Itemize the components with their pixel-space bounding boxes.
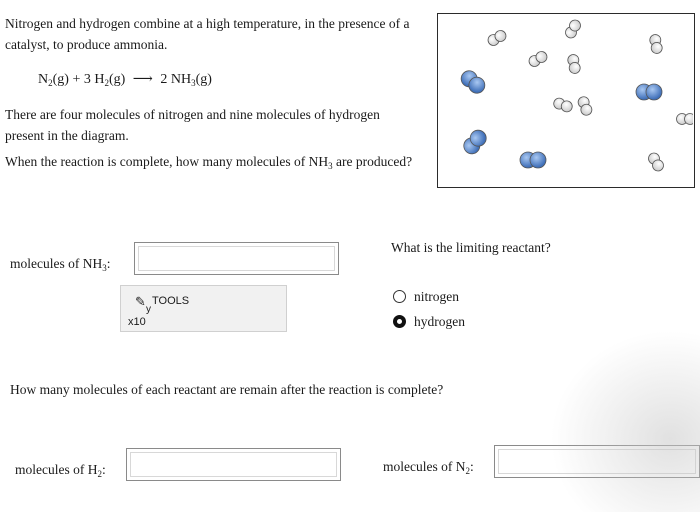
radio-nitrogen[interactable] xyxy=(393,290,406,303)
radio-hydrogen[interactable] xyxy=(393,315,406,328)
question-line-1: Nitrogen and hydrogen combine at a high temperature, in the presence of a xyxy=(5,16,410,31)
h2-answer-input[interactable] xyxy=(126,448,341,481)
hydrogen-molecule xyxy=(567,54,581,75)
option-nitrogen[interactable] xyxy=(393,286,459,307)
nitrogen-molecule xyxy=(520,152,546,168)
h2-answer-label: molecules of $H_2$: xyxy=(15,462,106,479)
option-nitrogen-label: nitrogen xyxy=(414,289,459,304)
question-line-5: When the reaction is complete, how many molecules of $NH_3$ are produced? xyxy=(5,154,413,171)
nh3-answer-input[interactable] xyxy=(134,242,339,275)
molecule-diagram-svg xyxy=(438,14,693,186)
reaction-arrow: ⟶ xyxy=(132,72,153,87)
hydrogen-molecule xyxy=(486,28,508,47)
hydrogen-molecule xyxy=(577,95,594,117)
chemical-equation: $N_2(g) + 3$ $H_2(g)$ ⟶ 2 $NH_3(g)$ xyxy=(38,72,212,88)
nitrogen-molecule xyxy=(461,127,490,157)
n2-answer-label: molecules of $N_2$: xyxy=(383,459,474,476)
option-hydrogen[interactable] xyxy=(393,311,465,332)
nh3-answer-label: molecules of $NH_3$: xyxy=(10,256,111,273)
hydrogen-molecule xyxy=(563,18,582,40)
screen-glare xyxy=(550,330,700,512)
question-line-2: catalyst, to produce ammonia. xyxy=(5,37,168,52)
hydrogen-molecule xyxy=(649,34,663,55)
question-text-2 xyxy=(5,104,435,177)
remaining-question: How many molecules of each reactant are remain after the reaction is complete? xyxy=(10,382,444,397)
hydrogen-molecule xyxy=(552,97,574,114)
question-text xyxy=(5,13,435,55)
option-hydrogen-label: hydrogen xyxy=(414,314,465,329)
tools-label[interactable]: TOOLS xyxy=(152,295,190,307)
nitrogen-molecule xyxy=(458,68,488,97)
question-line-4: present in the diagram. xyxy=(5,128,129,143)
hydrogen-molecule xyxy=(527,49,549,68)
question-line-3: There are four molecules of nitrogen and nine molecules of hydrogen xyxy=(5,107,380,122)
limiting-reactant-question: What is the limiting reactant? xyxy=(391,240,551,255)
molecule-diagram xyxy=(437,13,695,188)
tools-sub-label: y xyxy=(146,304,151,315)
x10-button[interactable]: x10 xyxy=(128,316,146,328)
hydrogen-molecule xyxy=(677,114,694,125)
pencil-icon: ✎ xyxy=(135,294,146,309)
hydrogen-molecule xyxy=(646,151,665,173)
nitrogen-molecule xyxy=(636,84,662,100)
tools-panel[interactable] xyxy=(120,285,287,332)
